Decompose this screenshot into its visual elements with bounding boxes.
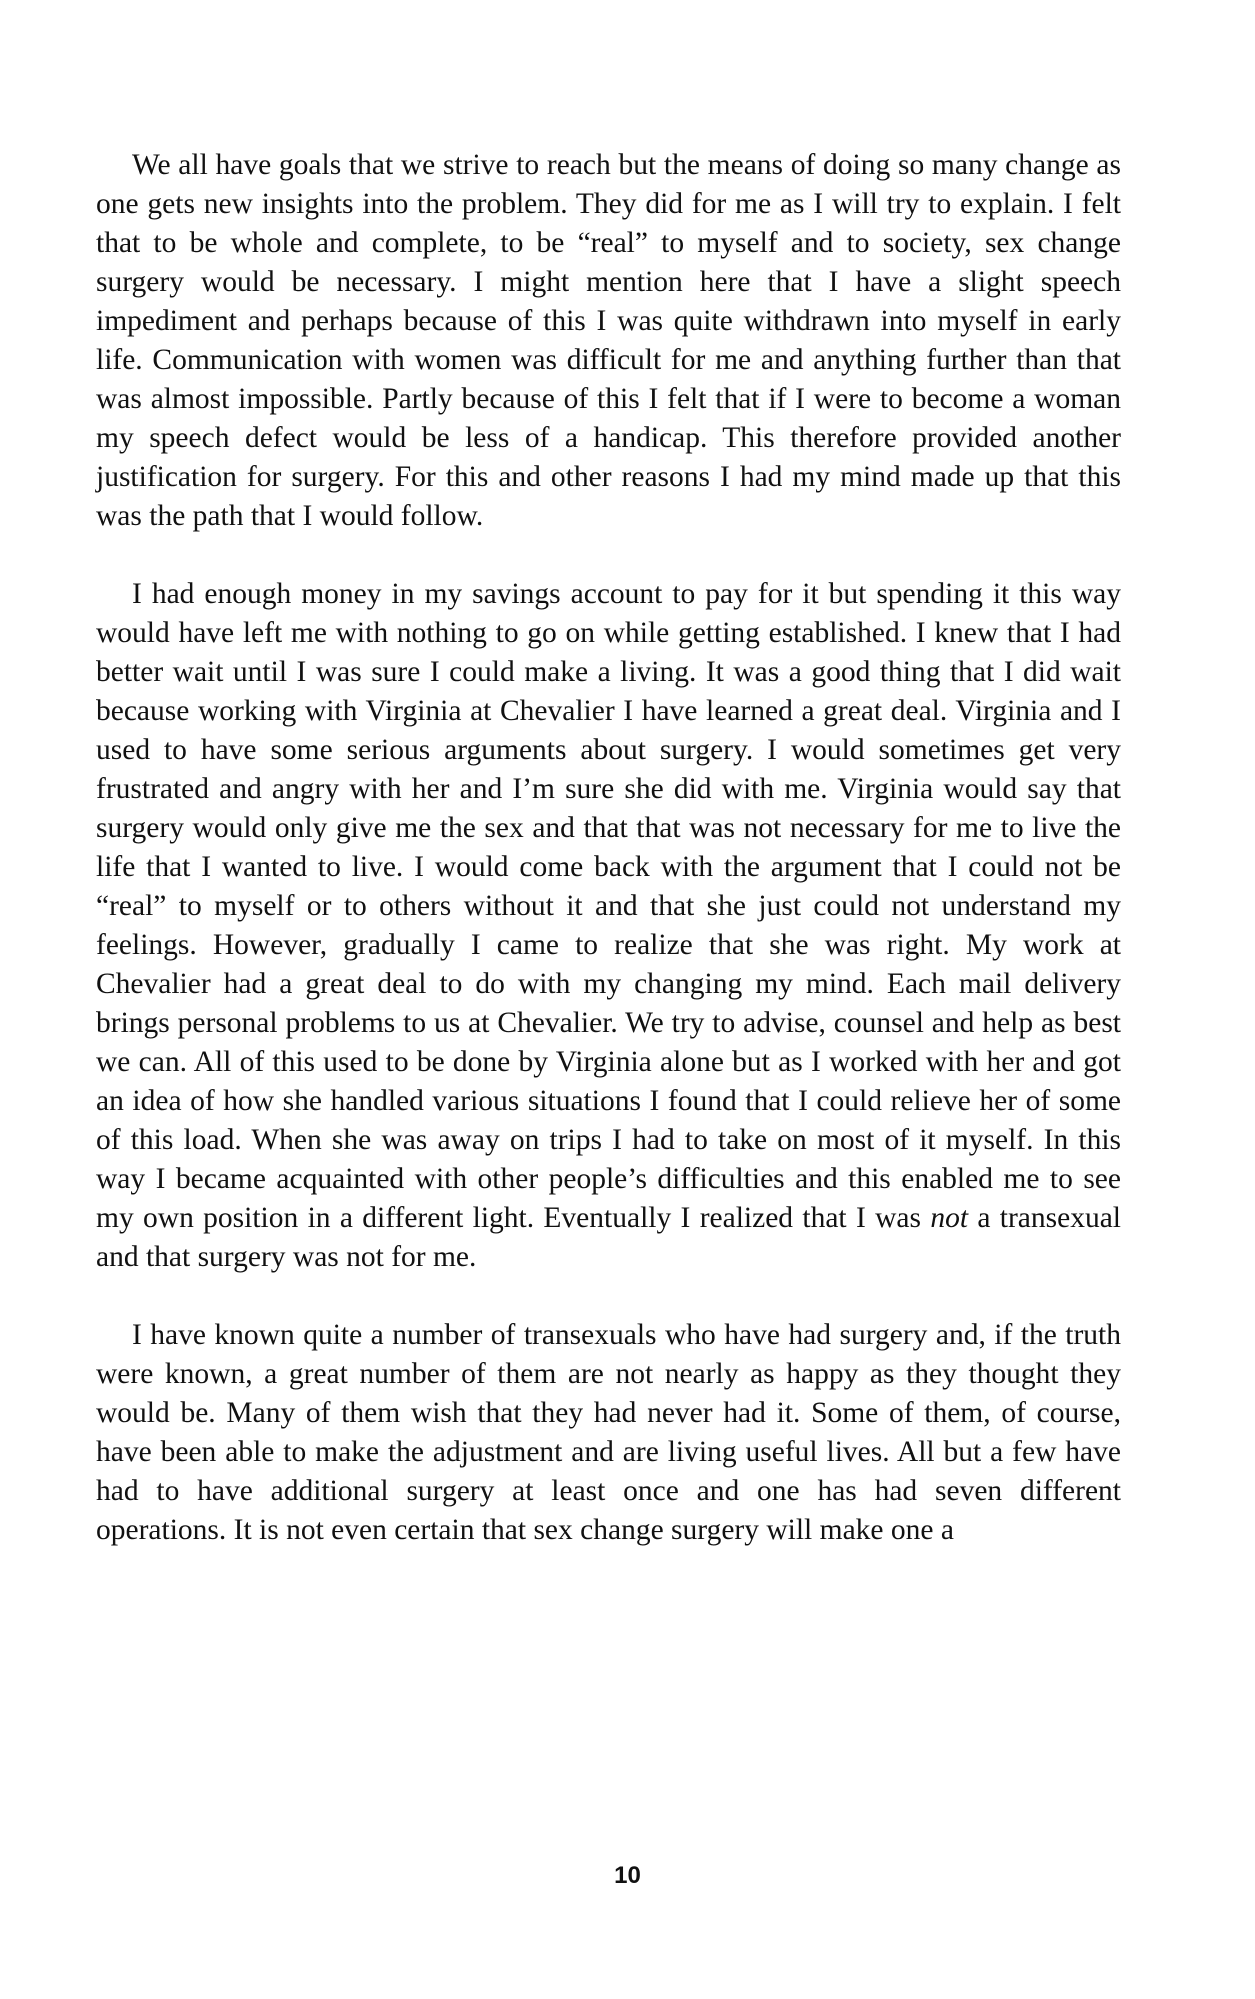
paragraph-2-text-start: I had enough money in my savings account to pay for it but spending it this way would have left me with nothing to go on while getting established. I knew that I had better wait until I was sure I could make a living. It was a good thing that I did wait because working with Virginia at Chevalier I have learned a great deal. Virginia and I used to have some serious arguments about surgery. I would sometimes get very frustrated and angry with her and I’m sure she did with me. Virginia would say that surgery would only give me the sex and that that was not necessary for me to live the life that I wanted to live. I would come back with the argument that I could not be “real” to myself or to others without it and that she just could not understand my feelings. However, gradually I came to realize that she was right. My work at Chevalier had a great deal to do with my changing my mind. Each mail delivery brings personal problems to us at Chevalier. We try to advise, counsel and help as best we can. All of this used to be done by Virginia alone but as I worked with her and got an idea of how she handled various situations I found that I could relieve her of some of this load. When she was away on trips I had to take on most of it myself. In this way I became acquainted with other people’s difficulties and this enabled me to see my own position in a different light. Eventually I realized that I was (96, 578, 1121, 1234)
page-number: 10 (614, 1862, 641, 1889)
paragraph-2-text-end: a transexual and that surgery was not for me. (96, 1202, 1122, 1273)
paragraph-3: I have known quite a number of transexuals who have had surgery and, if the truth were known, a great number of them are not nearly as happy as they thought they would be. Many of them wish that they had never had it. Some of them, of course, have been able to make the adjustment and are living useful lives. All but a few have had to have additional surgery at least once and one has had seven different operations. It is not even certain that sex change surgery will make one a (96, 1319, 1121, 1546)
paragraph-2-italic-emphasis: not (930, 1202, 969, 1234)
body-text (96, 146, 1121, 1550)
paragraph-2 (96, 575, 1121, 1277)
paragraph-1: We all have goals that we strive to reach but the means of doing so many change as one gets new insights into the problem. They did for me as I will try to explain. I felt that to be whole and complete, to be “real” to myself and to society, sex change surgery would be necessary. I might mention here that I have a slight speech impediment and perhaps because of this I was quite withdrawn into myself in early life. Communication with women was difficult for me and anything further than that was almost impossible. Partly because of this I felt that if I were to become a woman my speech defect would be less of a handicap. This therefore provided another justification for surgery. For this and other reasons I had my mind made up that this was the path that I would follow. (96, 149, 1121, 532)
